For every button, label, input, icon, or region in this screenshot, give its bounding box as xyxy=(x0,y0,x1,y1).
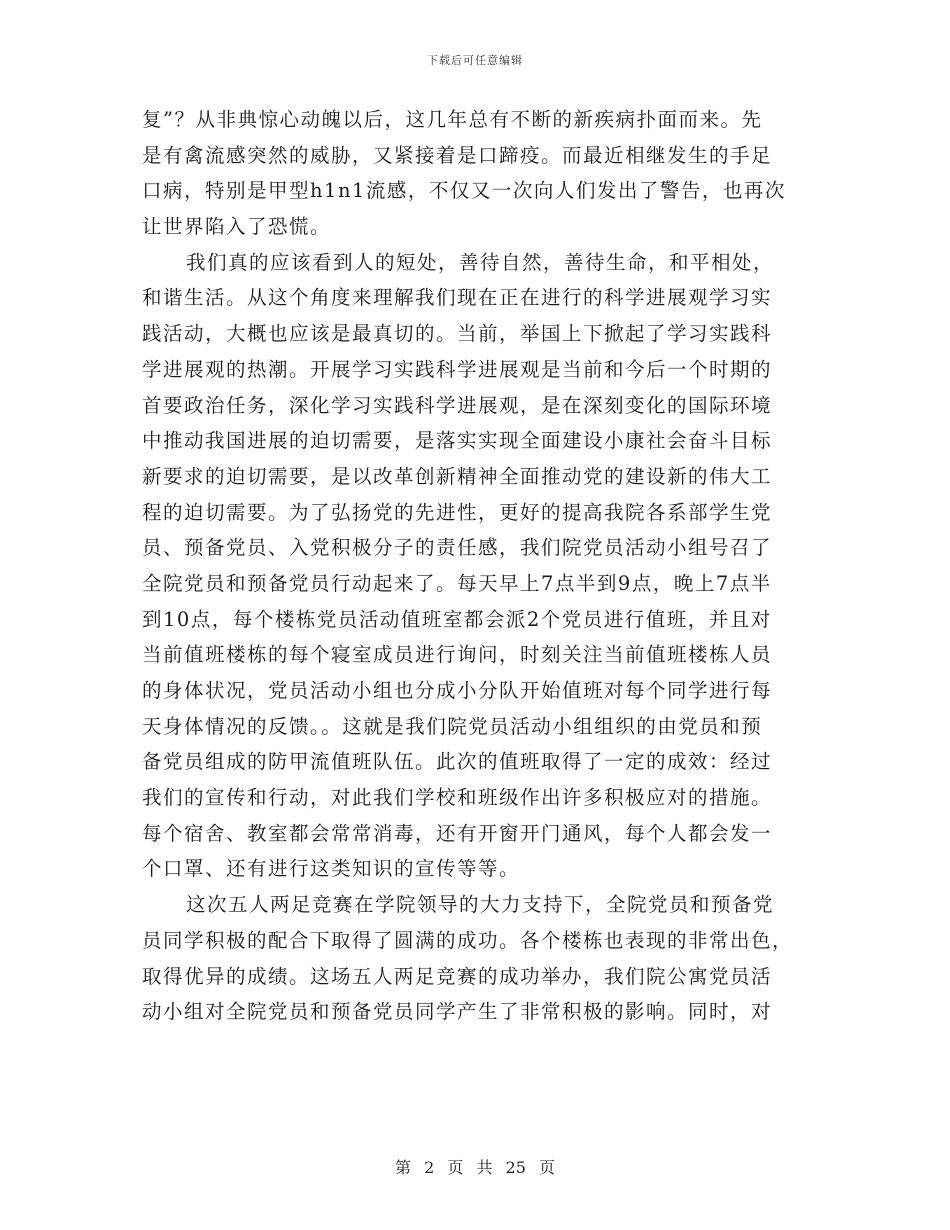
text-line: 程的迫切需要。为了弘扬党的先进性，更好的提高我院各系部学生党 xyxy=(142,500,773,524)
text-line: 每个宿舍、教室都会常常消毒，还有开窗开门通风，每个人都会发一 xyxy=(142,821,773,845)
text-line: 天身体情况的反馈。。这就是我们院党员活动小组组织的由党员和预 xyxy=(142,714,763,738)
page-number-footer: 第 2 页 共 25 页 xyxy=(395,1158,555,1177)
paragraph-start-line: 这次五人两足竞赛在学院领导的大力支持下，全院党员和预备党 xyxy=(186,893,775,917)
document-body xyxy=(142,102,808,1030)
text-line: 学进展观的热潮。开展学习实践科学进展观是当前和今后一个时期的 xyxy=(142,357,773,381)
text-line: 口病，特别是甲型h1n1流感，不仅又一次向人们发出了警告，也再次 xyxy=(142,179,786,203)
text-line: 和谐生活。从这个角度来理解我们现在正在进行的科学进展观学习实 xyxy=(142,286,773,310)
text-line: 当前值班楼栋的每个寝室成员进行询问，时刻关注当前值班楼栋人员 xyxy=(142,643,773,667)
text-line: 首要政治任务，深化学习实践科学进展观，是在深刻变化的国际环境 xyxy=(142,393,773,417)
text-line: 到10点，每个楼栋党员活动值班室都会派2个党员进行值班，并且对 xyxy=(142,607,772,631)
text-line: 员、预备党员、入党积极分子的责任感，我们院党员活动小组号召了 xyxy=(142,536,773,560)
page-header: 下载后可任意编辑 xyxy=(427,54,523,67)
text-line: 践活动，大概也应该是最真切的。当前，举国上下掀起了学习实践科 xyxy=(142,322,773,346)
text-line: 让世界陷入了恐慌。 xyxy=(142,215,332,239)
text-line: 新要求的迫切需要，是以改革创新精神全面推动党的建设新的伟大工 xyxy=(142,464,773,488)
text-line: 个口罩、还有进行这类知识的宣传等等。 xyxy=(142,857,521,881)
text-line: 是有禽流感突然的威胁，又紧接着是口蹄疫。而最近相继发生的手足 xyxy=(142,143,773,167)
text-line: 全院党员和预备党员行动起来了。每天早上7点半到9点，晚上7点半 xyxy=(142,571,772,595)
text-line: 备党员组成的防甲流值班队伍。此次的值班取得了一定的成效：经过 xyxy=(142,750,773,774)
text-line: 复”？从非典惊心动魄以后，这几年总有不断的新疾病扑面而来。先 xyxy=(142,108,763,131)
text-line: 我们的宣传和行动，对此我们学校和班级作出许多积极应对的措施。 xyxy=(142,786,773,810)
text-line: 动小组对全院党员和预备党员同学产生了非常积极的影响。同时，对 xyxy=(142,1000,773,1024)
text-line: 的身体状况，党员活动小组也分成小分队开始值班对每个同学进行每 xyxy=(142,679,773,702)
text-line: 员同学积极的配合下取得了圆满的成功。各个楼栋也表现的非常出色， xyxy=(142,928,794,952)
text-line: 中推动我国进展的迫切需要，是落实实现全面建设小康社会奋斗目标 xyxy=(142,429,773,453)
paragraph-start-line: 我们真的应该看到人的短处，善待自然，善待生命，和平相处， xyxy=(186,250,775,274)
text-line: 取得优异的成绩。这场五人两足竞赛的成功举办，我们院公寓党员活 xyxy=(142,964,773,988)
